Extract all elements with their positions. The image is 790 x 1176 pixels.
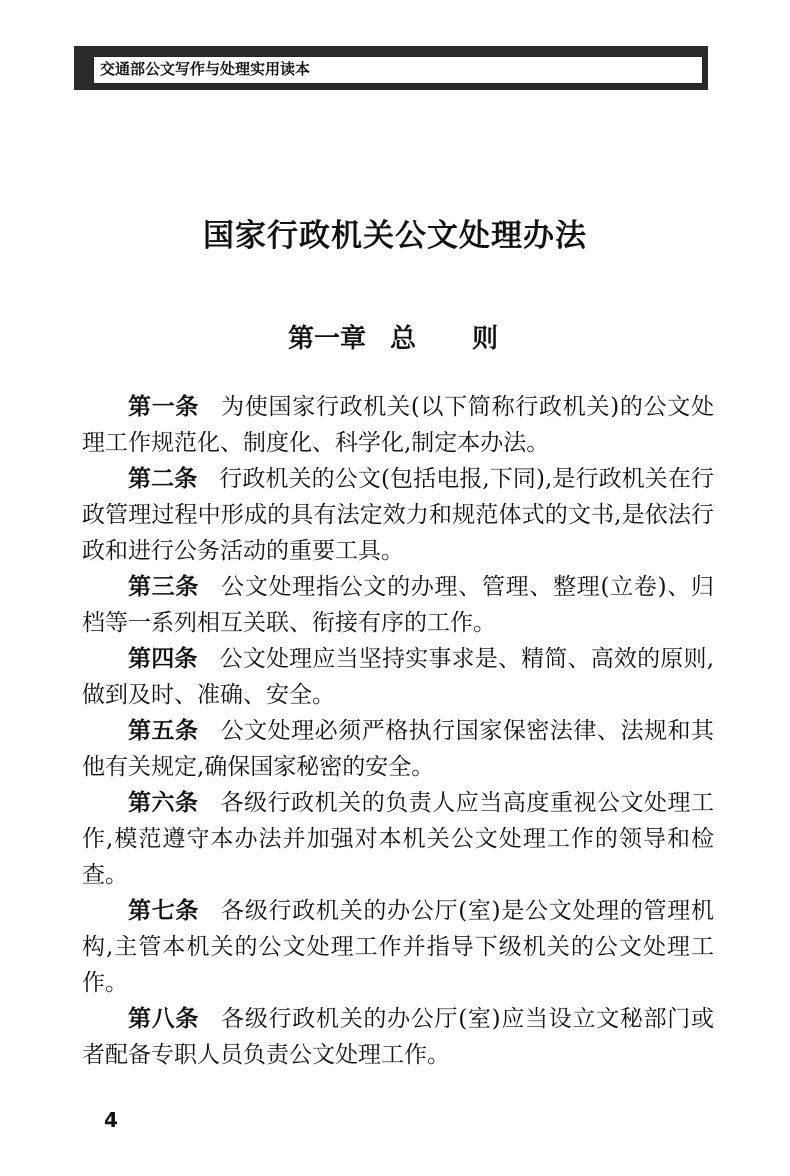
article-7	[82, 893, 714, 1001]
chapter-name-char-2: 则	[472, 324, 499, 354]
article-label: 第七条	[128, 898, 200, 924]
article-text: 公文处理必须严格执行国家保密法律、法规和其他有关规定,确保国家秘密的安全。	[82, 718, 715, 780]
chapter-body	[82, 389, 714, 1073]
article-text: 为使国家行政机关(以下简称行政机关)的公文处理工作规范化、制度化、科学化,制定本办法。	[82, 394, 715, 456]
article-6	[82, 785, 714, 893]
article-3	[82, 569, 714, 641]
article-label: 第三条	[128, 574, 200, 600]
running-header-title: 交通部公文写作与处理实用读本	[93, 56, 703, 84]
article-text: 公文处理应当坚持实事求是、精简、高效的原则,做到及时、准确、安全。	[82, 646, 715, 708]
article-4	[82, 641, 714, 713]
article-text: 各级行政机关的办公厅(室)应当设立文秘部门或者配备专职人员负责公文处理工作。	[82, 1006, 715, 1068]
chapter-heading	[288, 318, 498, 355]
article-5	[82, 713, 714, 785]
article-label: 第八条	[128, 1006, 200, 1032]
article-1	[82, 389, 714, 461]
article-label: 第五条	[128, 718, 199, 744]
article-text: 公文处理指公文的办理、管理、整理(立卷)、归档等一系列相互关联、衔接有序的工作。	[82, 574, 715, 636]
article-text: 行政机关的公文(包括电报,下同),是行政机关在行政管理过程中形成的具有法定效力和规范体式的文书,是依法行政和进行公务活动的重要工具。	[82, 466, 714, 564]
chapter-name-char-1: 总	[390, 324, 417, 354]
article-8	[82, 1001, 714, 1073]
page-number: 4	[104, 1108, 118, 1132]
document-title: 国家行政机关公文处理办法	[203, 218, 587, 254]
article-text: 各级行政机关的负责人应当高度重视公文处理工作,模范遵守本办法并加强对本机关公文处理工作的领导和检查。	[82, 790, 715, 888]
article-text: 各级行政机关的办公厅(室)是公文处理的管理机构,主管本机关的公文处理工作并指导下级机关的公文处理工作。	[82, 898, 715, 996]
article-2	[82, 461, 714, 569]
article-label: 第一条	[128, 394, 200, 420]
article-label: 第二条	[128, 466, 198, 492]
article-label: 第六条	[128, 790, 199, 816]
chapter-number: 第一章	[288, 324, 367, 354]
article-label: 第四条	[128, 646, 198, 672]
